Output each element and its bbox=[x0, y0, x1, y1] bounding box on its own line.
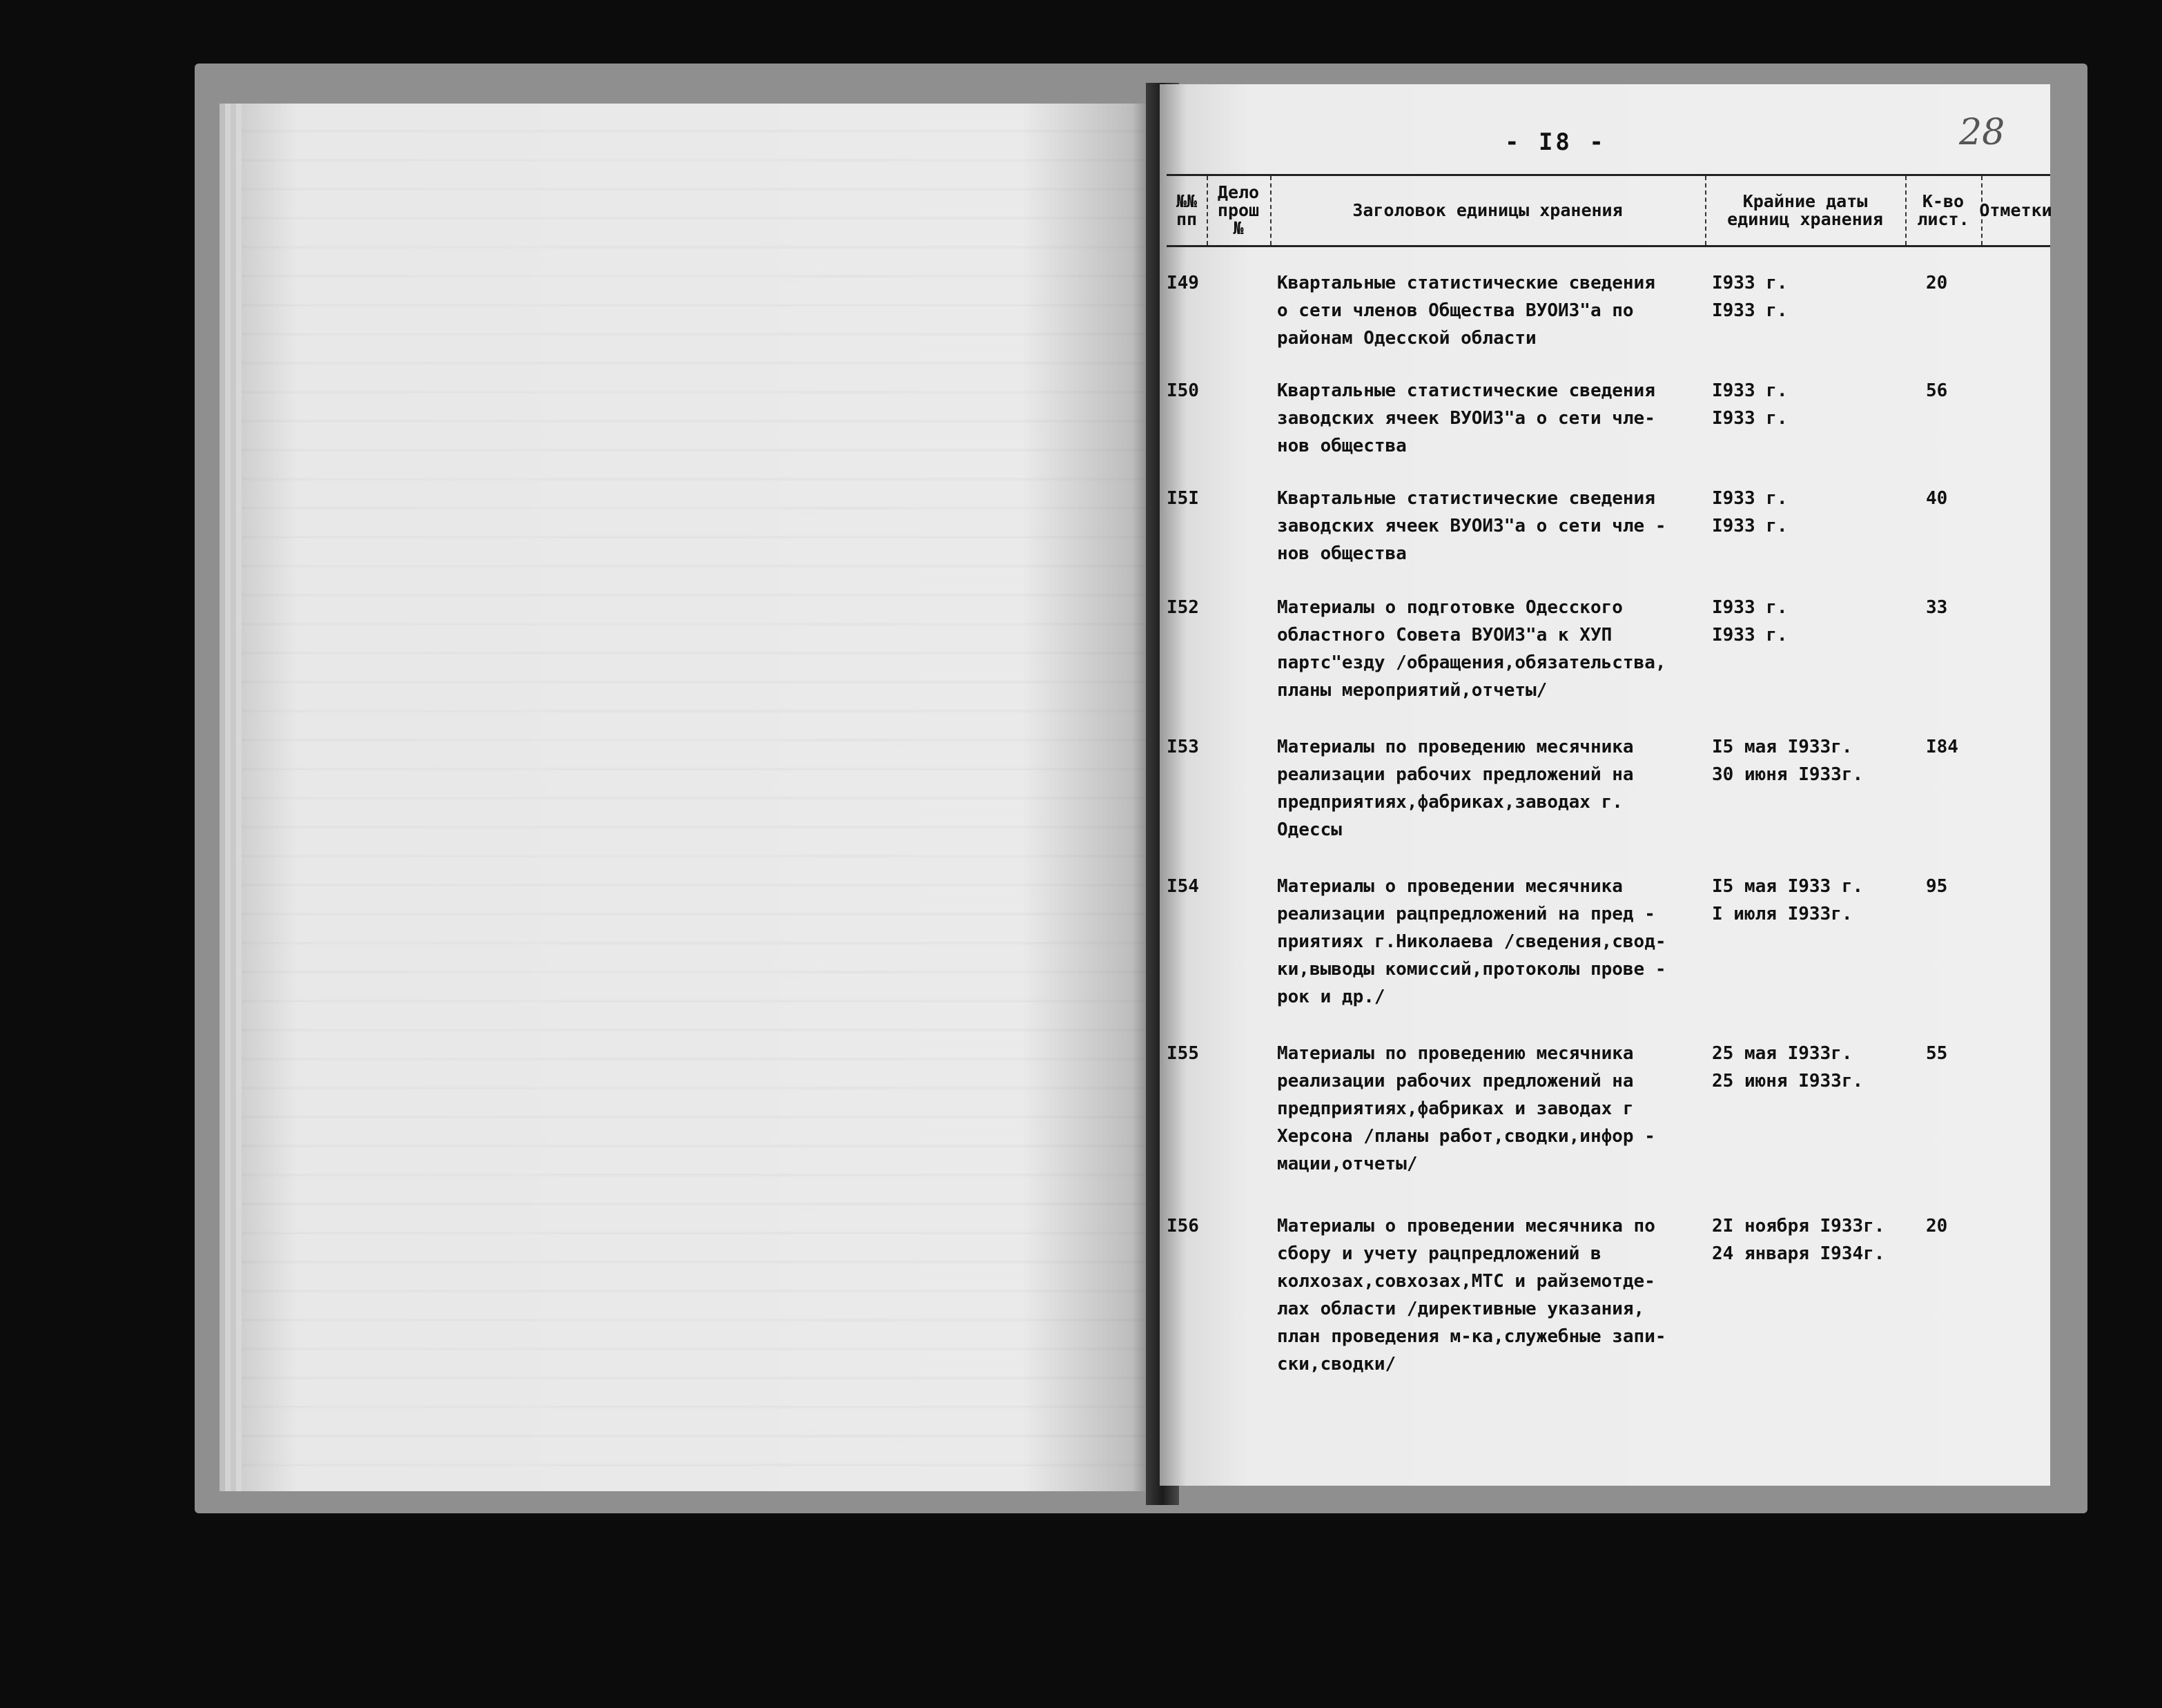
row-number: I50 bbox=[1167, 380, 1199, 401]
row-sheets: I84 bbox=[1926, 737, 1958, 757]
row-title: Материалы о проведении месячника реализации рацпредложений на пред - приятиях г.Николаева /сведения,свод- ки,выводы комиссий,протоколы прове - рок и др./ bbox=[1277, 876, 1666, 1007]
row-dates: 25 мая I933г. 25 июня I933г. bbox=[1712, 1043, 1864, 1091]
row-dates: I933 г. I933 г. bbox=[1712, 597, 1788, 646]
row-title: Материалы по проведению месячника реализации рабочих предложений на предприятиях,фабриках и заводах г Херсона /планы работ,сводки,инфор - мации,отчеты/ bbox=[1277, 1043, 1655, 1174]
col-header-title: Заголовок единицы хранения bbox=[1270, 176, 1706, 245]
row-sheets: 56 bbox=[1926, 380, 1948, 401]
row-number: I53 bbox=[1167, 737, 1199, 757]
row-title: Квартальные статистические сведения заводских ячеек ВУОИЗ"а о сети чле - нов общества bbox=[1277, 488, 1666, 564]
row-sheets: 40 bbox=[1926, 488, 1948, 509]
row-dates: I5 мая I933 г. I июля I933г. bbox=[1712, 876, 1864, 924]
row-sheets: 95 bbox=[1926, 876, 1948, 897]
row-title: Материалы о подготовке Одесского областного Совета ВУОИЗ"а к ХУП партс"езду /обращения,обязательства, планы мероприятий,отчеты/ bbox=[1277, 597, 1666, 701]
page-number: - I8 - bbox=[1505, 128, 1606, 156]
row-number: I56 bbox=[1167, 1216, 1199, 1236]
row-number: I55 bbox=[1167, 1043, 1199, 1064]
row-title: Квартальные статистические сведения заводских ячеек ВУОИЗ"а о сети чле- нов общества bbox=[1277, 380, 1655, 456]
row-number: I5I bbox=[1167, 488, 1199, 509]
row-number: I54 bbox=[1167, 876, 1199, 897]
col-header-dates: Крайние даты единиц хранения bbox=[1705, 176, 1907, 245]
row-dates: I933 г. I933 г. bbox=[1712, 488, 1788, 536]
row-dates: 2I ноября I933г. 24 января I934г. bbox=[1712, 1216, 1885, 1264]
row-number: I52 bbox=[1167, 597, 1199, 618]
handwritten-sheet-number: 28 bbox=[1959, 112, 2005, 153]
row-number: I49 bbox=[1167, 273, 1199, 293]
row-sheets: 20 bbox=[1926, 1216, 1948, 1236]
row-dates: I5 мая I933г. 30 июня I933г. bbox=[1712, 737, 1864, 785]
row-sheets: 20 bbox=[1926, 273, 1948, 293]
col-header-case: Дело прош № bbox=[1207, 176, 1272, 245]
row-sheets: 33 bbox=[1926, 597, 1948, 618]
row-dates: I933 г. I933 г. bbox=[1712, 273, 1788, 321]
row-title: Материалы о проведении месячника по сбору и учету рацпредложений в колхозах,совхозах,МТС и райземотде- лах области /директивные указания, план проведения м-ка,служебные запи- ски,сводки/ bbox=[1277, 1216, 1666, 1375]
row-title: Квартальные статистические сведения о сети членов Общества ВУОИЗ"а по районам Одесской области bbox=[1277, 273, 1655, 349]
row-sheets: 55 bbox=[1926, 1043, 1948, 1064]
row-dates: I933 г. I933 г. bbox=[1712, 380, 1788, 429]
left-page-blank bbox=[242, 104, 1160, 1491]
right-page bbox=[1160, 84, 2050, 1486]
row-title: Материалы по проведению месячника реализации рабочих предложений на предприятиях,фабриках,заводах г. Одессы bbox=[1277, 737, 1634, 840]
col-header-notes: Отметки bbox=[1979, 200, 2052, 220]
table-header bbox=[1167, 174, 2050, 247]
col-header-number: №№ пп bbox=[1167, 176, 1208, 245]
col-header-sheets: К-во лист. bbox=[1905, 176, 1983, 245]
